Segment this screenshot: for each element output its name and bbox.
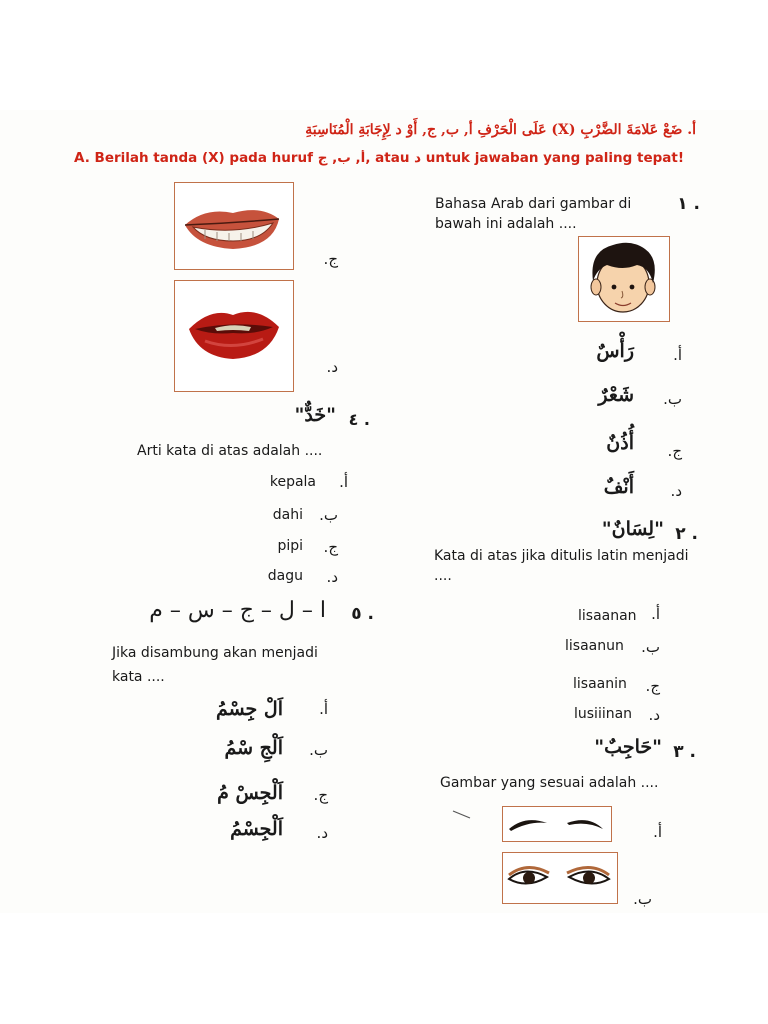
q1-option-text-a[interactable]: رَأْسٌ — [596, 340, 634, 362]
question-5-text-line1: Jika disambung akan menjadi — [112, 645, 318, 661]
lips-picture — [174, 280, 294, 392]
instruction-arabic: أ. ضَعْ عَلامَةَ الضَّرْبِ (X) عَلَى الْحَرْفِ أ, ب, ج, أَوْ د لِإِجَابَةِ الْمُنَاسِبَةِ — [305, 122, 696, 138]
question-5-number: . ٥ — [351, 604, 374, 624]
question-2-text-line2: .... — [434, 568, 452, 584]
q2-option-letter-d[interactable]: د. — [648, 706, 660, 724]
pencil-stroke-mark — [452, 810, 472, 820]
question-4-word: "خَدٌّ" — [294, 404, 336, 426]
q4-option-letter-a[interactable]: أ. — [339, 473, 348, 491]
q5-option-text-d[interactable]: اَلْجِسْمُ — [230, 818, 283, 840]
q2-option-text-b[interactable]: lisaanun — [565, 638, 624, 654]
q4-option-text-a[interactable]: kepala — [269, 474, 316, 490]
option-letter-dal[interactable]: د. — [326, 358, 338, 376]
question-3-text: Gambar yang sesuai adalah .... — [440, 775, 659, 791]
option-letter-jim[interactable]: ج. — [323, 250, 338, 268]
question-2-word: "لِسَانٌ" — [601, 518, 664, 540]
q1-option-text-c[interactable]: أُذُنٌ — [606, 432, 634, 454]
q1-option-text-d[interactable]: أَنْفٌ — [603, 476, 634, 498]
instruction-latin: A. Berilah tanda (X) pada huruf أ, ب, ج, atau د untuk jawaban yang paling tepat! — [74, 150, 685, 166]
q2-option-letter-b[interactable]: ب. — [641, 638, 660, 656]
q2-option-letter-a[interactable]: أ. — [651, 605, 660, 623]
q3-option-letter-b[interactable]: ب. — [633, 890, 652, 908]
question-3-word: "حَاجِبٌ" — [594, 736, 662, 758]
q4-option-letter-b[interactable]: ب. — [319, 506, 338, 524]
question-5-letters: ا – ل – ج – س – م — [149, 598, 326, 623]
q1-option-letter-a[interactable]: أ. — [673, 346, 682, 364]
worksheet-page — [0, 110, 768, 913]
q1-option-text-b[interactable]: شَعْرٌ — [598, 384, 634, 406]
eyes-picture — [502, 852, 618, 904]
boy-face-picture — [578, 236, 670, 322]
q2-option-text-a[interactable]: lisaanan — [578, 608, 637, 624]
q2-option-text-d[interactable]: lusiiinan — [574, 706, 633, 722]
smiling-mouth-picture — [174, 182, 294, 270]
q2-option-letter-c[interactable]: ج. — [645, 677, 660, 695]
q4-option-text-c[interactable]: pipi — [277, 538, 303, 554]
question-1-number: . ١ — [677, 194, 700, 214]
question-1-text-line2: bawah ini adalah .... — [435, 216, 577, 232]
question-4-number: . ٤ — [348, 410, 370, 429]
q4-option-letter-c[interactable]: ج. — [323, 538, 338, 556]
q4-option-text-b[interactable]: dahi — [272, 507, 303, 523]
q5-option-letter-c[interactable]: ج. — [313, 786, 328, 804]
question-3-number: . ٣ — [673, 742, 696, 762]
q5-option-letter-b[interactable]: ب. — [309, 741, 328, 759]
question-2-number: . ٢ — [675, 524, 698, 544]
q5-option-letter-a[interactable]: أ. — [319, 700, 328, 718]
question-4-text: Arti kata di atas adalah .... — [137, 443, 323, 459]
q5-option-text-a[interactable]: اَلْ جِسْمُ — [215, 698, 283, 720]
q2-option-text-c[interactable]: lisaanin — [573, 676, 627, 692]
q1-option-letter-c[interactable]: ج. — [667, 442, 682, 460]
q1-option-letter-b[interactable]: ب. — [663, 390, 682, 408]
eyebrows-picture — [502, 806, 612, 842]
q5-option-letter-d[interactable]: د. — [316, 824, 328, 842]
q4-option-text-d[interactable]: dagu — [267, 568, 303, 584]
question-1-text-line1: Bahasa Arab dari gambar di — [435, 196, 632, 212]
q5-option-text-b[interactable]: اَلْجِ سْمُ — [224, 737, 283, 759]
q4-option-letter-d[interactable]: د. — [326, 568, 338, 586]
question-5-text-line2: kata .... — [112, 669, 165, 685]
q5-option-text-c[interactable]: اَلْجِسْ مُ — [217, 782, 283, 804]
q1-option-letter-d[interactable]: د. — [670, 482, 682, 500]
question-2-text-line1: Kata di atas jika ditulis latin menjadi — [434, 548, 689, 564]
q3-option-letter-a[interactable]: أ. — [653, 823, 662, 841]
